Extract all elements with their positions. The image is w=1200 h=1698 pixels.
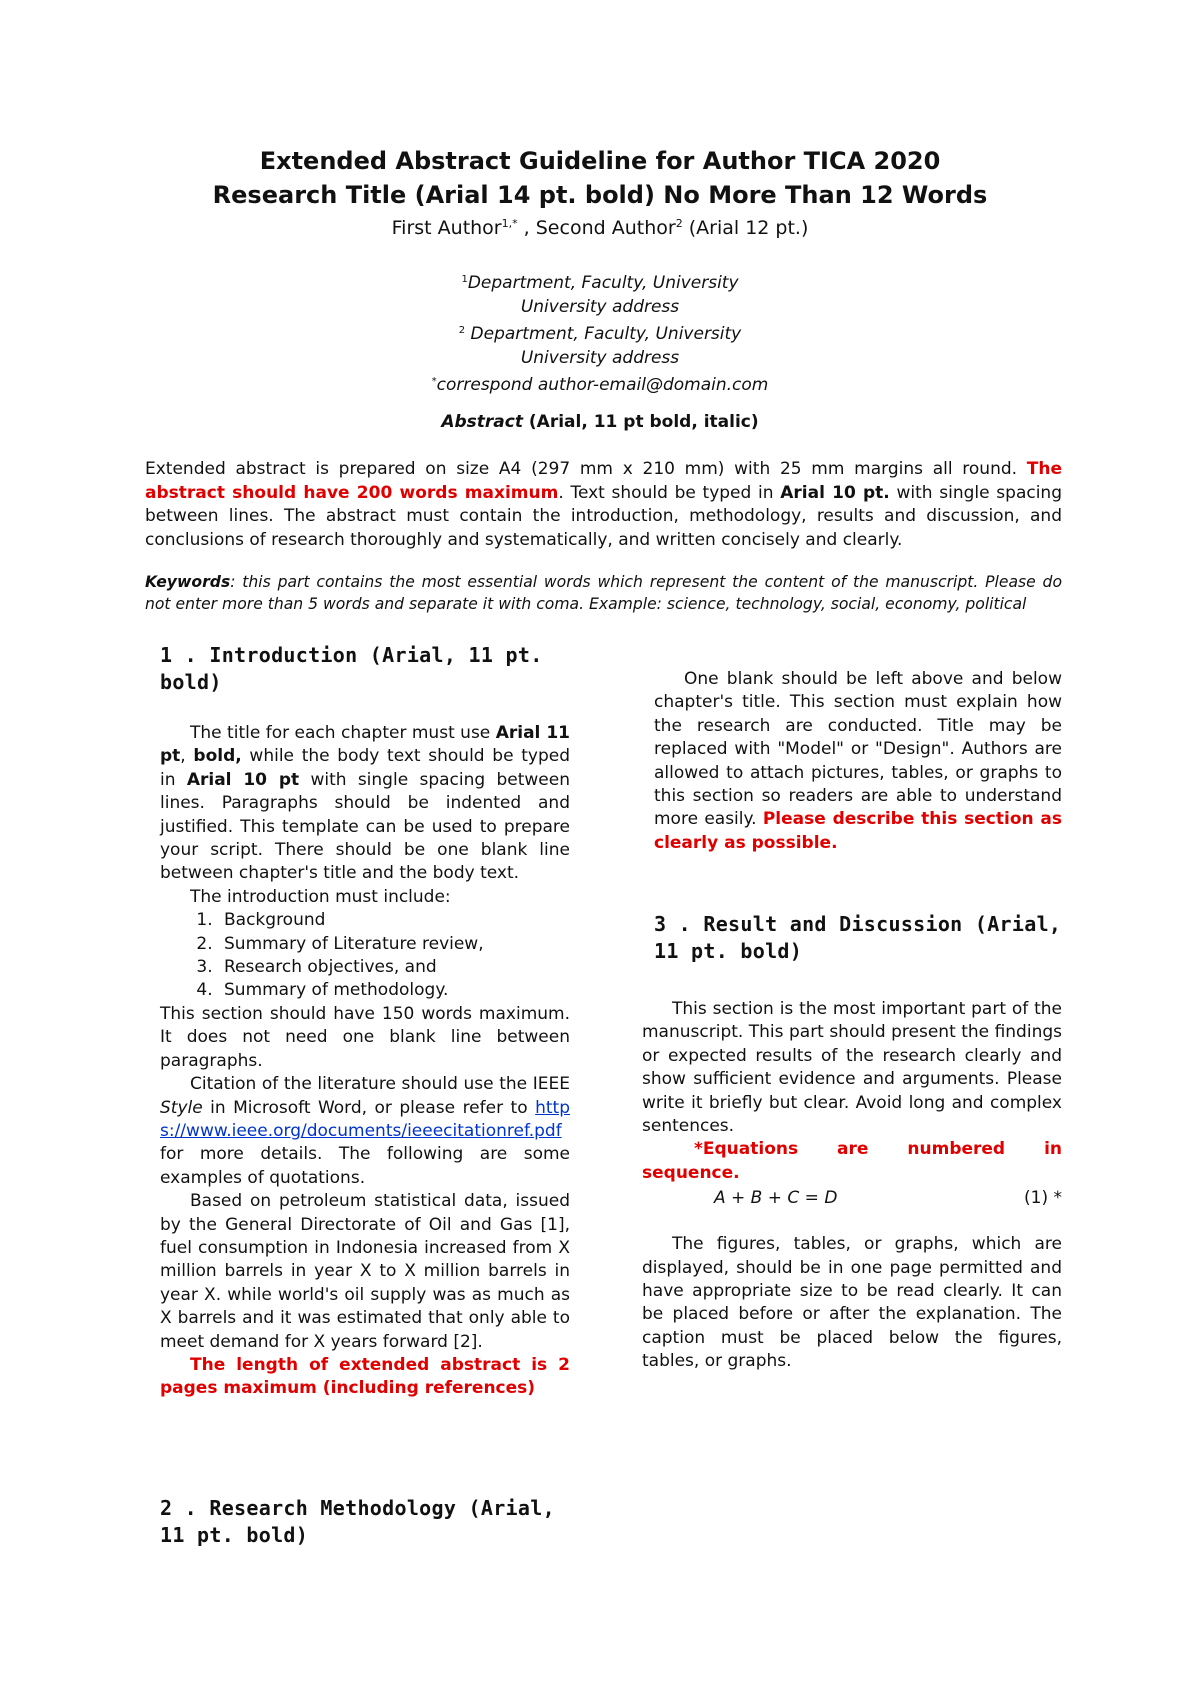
s1p1-c: ,	[180, 746, 194, 767]
affiliation-1-sup: 1	[461, 274, 468, 285]
s2p1: One blank should be left above and below chapter's title. This section must explain how the research are conducted. Title may be replaced with "Model" or "Design". Authors are allowed to attach pictures, tables, or graphs to this section so readers are able to understand more easily.	[654, 669, 1062, 830]
section-1-heading: 1 . Introduction (Arial, 11 pt. bold)	[160, 643, 543, 694]
affiliation-2-address: University address	[520, 347, 680, 368]
list-item: 2. Summary of Literature review,	[218, 933, 570, 956]
ieee-citation-link[interactable]: https://www.ieee.org/documents/ieeecitationref.pdf	[160, 1097, 570, 1141]
s1p1-b1: Arial 11 pt	[160, 723, 570, 767]
section-3-paragraph-2: *Equations are numbered in sequence.	[642, 1139, 1062, 1183]
abstract-heading	[100, 412, 1100, 432]
author-line	[100, 212, 1100, 240]
abstract-text-2: . Text should be typed in	[558, 482, 781, 503]
equation: A + B + C = D	[714, 1188, 838, 1209]
keywords	[145, 572, 1062, 615]
section-3-body	[642, 998, 1062, 1374]
keywords-label: Keywords	[145, 573, 231, 591]
section-1-body	[160, 722, 570, 1401]
author-note: (Arial 12 pt.)	[682, 217, 809, 239]
first-author-sup: 1,*	[501, 217, 518, 230]
list-item: 1. Background	[218, 909, 570, 932]
section-3-paragraph-1: This section is the most important part of the manuscript. This part should present the findings or expected results of the research clearly and show sufficient evidence and arguments. Please write it briefly but clear. Avoid long and complex sentences.	[642, 999, 1062, 1137]
title-line-2: Research Title (Arial 14 pt. bold) No More Than 12 Words	[212, 181, 988, 209]
section-1-paragraph-3: This section should have 150 words maximum. It does not need one blank line between paragraphs.	[160, 1003, 570, 1071]
s1p4-italic: Style	[160, 1097, 203, 1118]
affiliations	[100, 268, 1100, 398]
s1p1-d: while the body text should be typed in	[160, 746, 570, 790]
abstract-body	[145, 458, 1062, 552]
section-1-paragraph-5: Based on petroleum statistical data, issued by the General Directorate of Oil and Gas [1], fuel consumption in Indonesia increased from X million barrels in year X to X million barrels in year X. while world's oil supply was as much as X barrels and it was estimated that only able to meet demand for X years forward [2].	[160, 1191, 570, 1352]
title-line-1: Extended Abstract Guideline for Author TICA 2020	[259, 147, 941, 175]
equation-row	[642, 1187, 1062, 1211]
correspondence-email: correspond author-email@domain.com	[436, 375, 769, 395]
equation-number: (1) *	[1024, 1188, 1062, 1209]
section-2-body	[654, 668, 1062, 855]
keywords-text: : this part contains the most essential words which represent the content of the manuscript. Please do not enter more than 5 words and separate it with coma. Example: science, technology, social, economy, political	[145, 573, 1062, 613]
s1p1-e: with single spacing between lines. Paragraphs should be indented and justified. This template can be used to prepare your script. There should be one blank line between chapter's title and the body text.	[160, 769, 570, 884]
s1p1-b3: Arial 10 pt	[186, 769, 300, 790]
list-item: 4. Summary of methodology.	[218, 979, 570, 1002]
list-item: 3. Research objectives, and	[218, 956, 570, 979]
affiliation-2-dept: Department, Faculty, University	[465, 324, 742, 344]
correspondence-sup: *	[431, 376, 437, 387]
section-2-heading: 2 . Research Methodology (Arial, 11 pt. bold)	[160, 1496, 555, 1547]
introduction-list	[160, 909, 570, 1003]
s1p1-a: The title for each chapter must use	[190, 723, 496, 743]
affiliation-1-address: University address	[520, 296, 680, 317]
first-author: First Author	[391, 217, 502, 239]
affiliation-1	[100, 268, 1100, 296]
section-3-paragraph-3: The figures, tables, or graphs, which are displayed, should be in one page permitted and have appropriate size to be read clearly. It can be placed before or after the explanation. The caption must be placed below the figures, tables, or graphs.	[642, 1234, 1062, 1372]
section-1-paragraph-4	[160, 1073, 570, 1190]
s1p4-c: for more details. The following are some examples of quotations.	[160, 1144, 570, 1188]
section-1-paragraph-1	[160, 722, 570, 886]
document-title	[100, 144, 1100, 212]
s1p4-b: in Microsoft Word, or please refer to	[202, 1097, 536, 1118]
section-2-paragraph-1	[654, 668, 1062, 855]
affiliation-1-dept: Department, Faculty, University	[467, 273, 739, 293]
abstract-heading-note: (Arial, 11 pt bold, italic)	[522, 412, 759, 432]
section-1-paragraph-6: The length of extended abstract is 2 pages maximum (including references)	[160, 1354, 570, 1399]
section-1-paragraph-2: The introduction must include:	[190, 886, 451, 907]
section-3-heading: 3 . Result and Discussion (Arial, 11 pt. bold)	[654, 912, 1062, 963]
abstract-text-3: with single spacing between lines. The abstract must contain the introduction, methodology, results and discussion, and conclusions of research thoroughly and systematically, and written concisely and clearly.	[145, 482, 1062, 550]
abstract-text-1: Extended abstract is prepared on size A4 (297 mm x 210 mm) with 25 mm margins all round.	[145, 459, 1027, 479]
affiliation-2-sup: 2	[458, 325, 466, 336]
s1p4-a: Citation of the literature should use the IEEE	[190, 1074, 570, 1095]
abstract-text-red: The abstract should have 200 words maximum	[145, 459, 1062, 503]
abstract-text-bold: Arial 10 pt.	[780, 482, 890, 503]
second-author-sup: 2	[675, 217, 683, 230]
second-author: , Second Author	[517, 217, 676, 239]
s2p1-red: Please describe this section as clearly as possible.	[654, 809, 1062, 853]
correspondence	[100, 370, 1100, 398]
affiliation-2	[100, 319, 1100, 347]
s1p1-b2: bold,	[193, 746, 242, 767]
abstract-heading-label: Abstract	[441, 412, 523, 432]
